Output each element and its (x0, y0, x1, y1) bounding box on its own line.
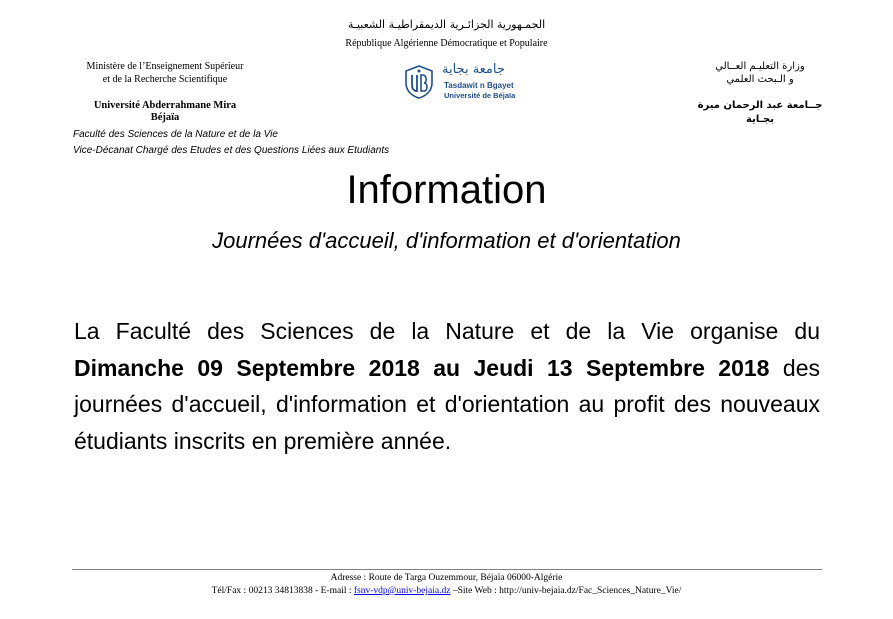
event-dates: Dimanche 09 Septembre 2018 au Jeudi 13 Septembre 2018 (74, 354, 770, 381)
republic-title-fr: République Algérienne Démocratique et Populaire (345, 38, 548, 49)
vice-deanship-name: Vice-Décanat Chargé des Etudes et des Questions Liées aux Etudiants (73, 145, 390, 156)
university-ar-line1: جــامعة عبد الرحمان ميرة (697, 100, 823, 111)
ministry-name-fr (60, 60, 270, 86)
university-logo (404, 62, 534, 104)
announcement-paragraph (74, 313, 820, 459)
ministry-name-ar (690, 60, 830, 86)
university-name-ar (690, 99, 830, 127)
ministry-ar-line2: و الـبحث العلمي (726, 74, 794, 85)
university-ar-line2: بجـاية (746, 114, 774, 125)
university-fr-line2: Béjaïa (150, 112, 180, 123)
ministry-ar-line1: وزارة التعليـم العــالي (715, 61, 805, 72)
logo-text-kabyle: Tasdawit n Bgayet (444, 81, 514, 90)
ministry-fr-line1: Ministère de l’Enseignement Supérieur (86, 61, 244, 72)
footer-tel: Tél/Fax : 00213 34813838 - E-mail : (211, 586, 354, 596)
arabic-republic-title: الجمـهورية الجزائـرية الديمقراطيـة الشعبيـة (347, 18, 546, 31)
paragraph-end: des journées d'accueil, d'information et d'orientation au profit des nouveaux étudiants inscrits en première année. (74, 354, 820, 454)
footer-website: –Site Web : http://univ-bejaia.dz/Fac_Sciences_Nature_Vie/ (450, 586, 682, 596)
logo-text-french: Université de Béjaïa (444, 91, 516, 100)
logo-text-arabic: جامعة بجاية (442, 62, 505, 77)
university-emblem-icon (404, 65, 434, 99)
page-subtitle: Journées d'accueil, d'information et d'orientation (212, 228, 681, 253)
page-title: Information (346, 168, 547, 212)
paragraph-start: La Faculté des Sciences de la Nature et de la Vie organise du (74, 318, 820, 344)
ministry-fr-line2: et de la Recherche Scientifique (102, 74, 228, 85)
faculty-name: Faculté des Sciences de la Nature et de la Vie (73, 129, 278, 140)
footer-contact (0, 586, 893, 596)
footer-address: Adresse : Route de Targa Ouzemmour, Béjaïa 06000-Algérie (330, 573, 563, 583)
university-fr-line1: Université Abderrahmane Mira (93, 100, 237, 111)
footer-divider (72, 569, 822, 570)
email-link[interactable]: fsnv-vdp@univ-bejaia.dz (353, 586, 451, 596)
university-name-fr (60, 100, 270, 124)
